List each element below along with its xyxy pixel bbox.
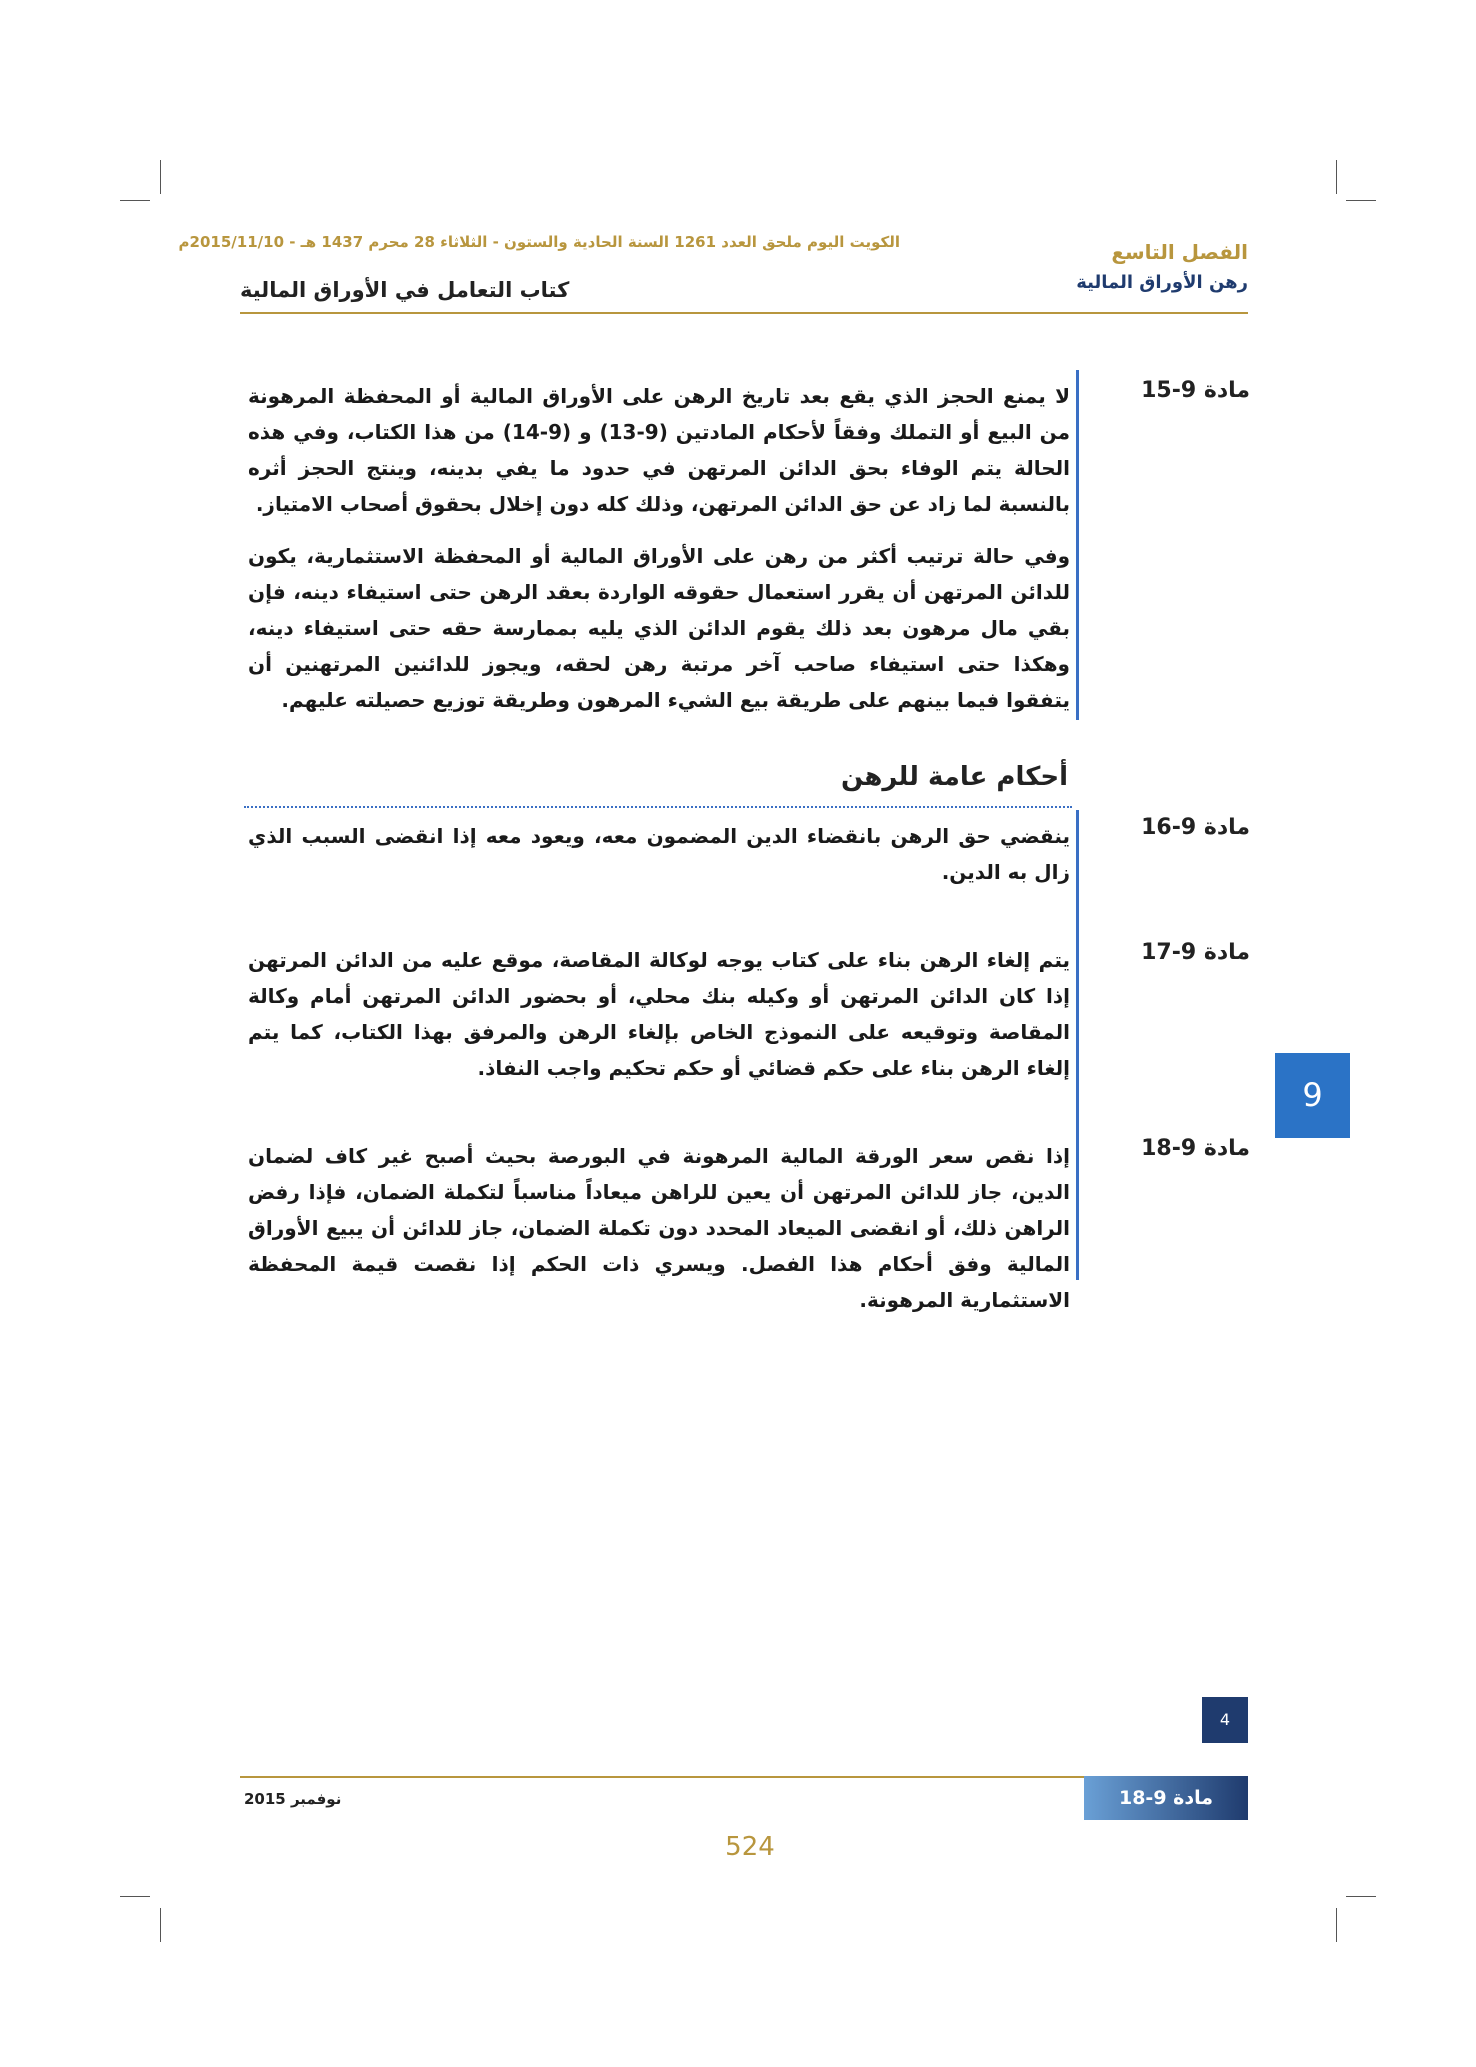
article-paragraph: ينقضي حق الرهن بانقضاء الدين المضمون معه، ويعود معه إذا انقضى السبب الذي زال به الدين. <box>248 824 1070 884</box>
book-title: كتاب التعامل في الأوراق المالية <box>240 278 570 302</box>
article-label: مادة 9-17 <box>1141 940 1250 965</box>
section-divider <box>244 806 1072 808</box>
article-rule <box>1076 810 1079 1280</box>
article-label: مادة 9-16 <box>1141 815 1250 840</box>
article-paragraph: يتم إلغاء الرهن بناء على كتاب يوجه لوكالة المقاصة، موقع عليه من الدائن المرتهن إذا كان الدائن المرتهن أو وكيله بنك محلي، أو بحضور الدائن المرتهن أمام وكالة المقاصة وتوقيعه على النموذج الخاص بإلغاء الرهن والمرفق بهذا الكتاب، كما يتم إلغاء الرهن بناء على حكم قضائي أو حكم تحكيم واجب النفاذ. <box>248 948 1070 1080</box>
crop-mark <box>1346 200 1376 201</box>
article-paragraph: إذا نقص سعر الورقة المالية المرهونة في البورصة بحيث أصبح غير كاف لضمان الدين، جاز للدائن المرتهن أن يعين للراهن ميعاداً مناسباً لتكملة الضمان، فإذا رفض الراهن ذلك، أو انقضى الميعاد المحدد دون تكملة الضمان، جاز للدائن أن يبيع الأوراق المالية وفق أحكام هذا الفصل. ويسري ذات الحكم إذا نقصت قيمة المحفظة الاستثمارية المرهونة. <box>248 1144 1070 1312</box>
footer-date: نوفمبر 2015 <box>244 1790 342 1808</box>
crop-mark <box>160 1908 161 1942</box>
footer-article-tab: مادة 9-18 <box>1084 1776 1248 1820</box>
section-title: أحكام عامة للرهن <box>840 762 1068 792</box>
chapter-page-box: 4 <box>1202 1697 1248 1743</box>
page-number: 524 <box>725 1832 775 1862</box>
chapter-title: الفصل التاسع <box>1111 240 1248 264</box>
chapter-subject: رهن الأوراق المالية <box>1076 272 1248 293</box>
gazette-line: الكويت اليوم ملحق العدد 1261 السنة الحادية والستون - الثلاثاء 28 محرم 1437 هـ - 2015/11/10م <box>178 233 900 251</box>
article-label: مادة 9-18 <box>1141 1136 1250 1161</box>
crop-mark <box>120 200 150 201</box>
crop-mark <box>160 160 161 194</box>
crop-mark <box>1336 160 1337 194</box>
crop-mark <box>1336 1908 1337 1942</box>
header-rule <box>240 312 1248 314</box>
chapter-tab: 9 <box>1275 1053 1350 1138</box>
article-rule <box>1076 370 1079 720</box>
article-paragraph: لا يمنع الحجز الذي يقع بعد تاريخ الرهن على الأوراق المالية أو المحفظة المرهونة من البيع أو التملك وفقاً لأحكام المادتين (9-13) و (9-14) من هذا الكتاب، وفي هذه الحالة يتم الوفاء بحق الدائن المرتهن في حدود ما يفي بدينه، وينتج الحجز أثره بالنسبة لما زاد عن حق الدائن المرتهن، وذلك كله دون إخلال بحقوق أصحاب الامتياز. <box>248 384 1071 516</box>
article-paragraph: وفي حالة ترتيب أكثر من رهن على الأوراق المالية أو المحفظة الاستثمارية، يكون للدائن المرتهن أن يقرر استعمال حقوقه الواردة بعقد الرهن حتى استيفاء دينه، فإن بقي مال مرهون بعد ذلك يقوم الدائن الذي يليه بممارسة حقه حتى استيفاء دينه، وهكذا حتى استيفاء صاحب آخر مرتبة رهن لحقه، ويجوز للدائنين المرتهنين أن يتفقوا فيما بينهم على طريقة بيع الشيء المرهون وطريقة توزيع حصيلته عليهم. <box>248 544 1070 712</box>
crop-mark <box>1346 1896 1376 1897</box>
crop-mark <box>120 1896 150 1897</box>
article-label: مادة 9-15 <box>1141 378 1250 403</box>
